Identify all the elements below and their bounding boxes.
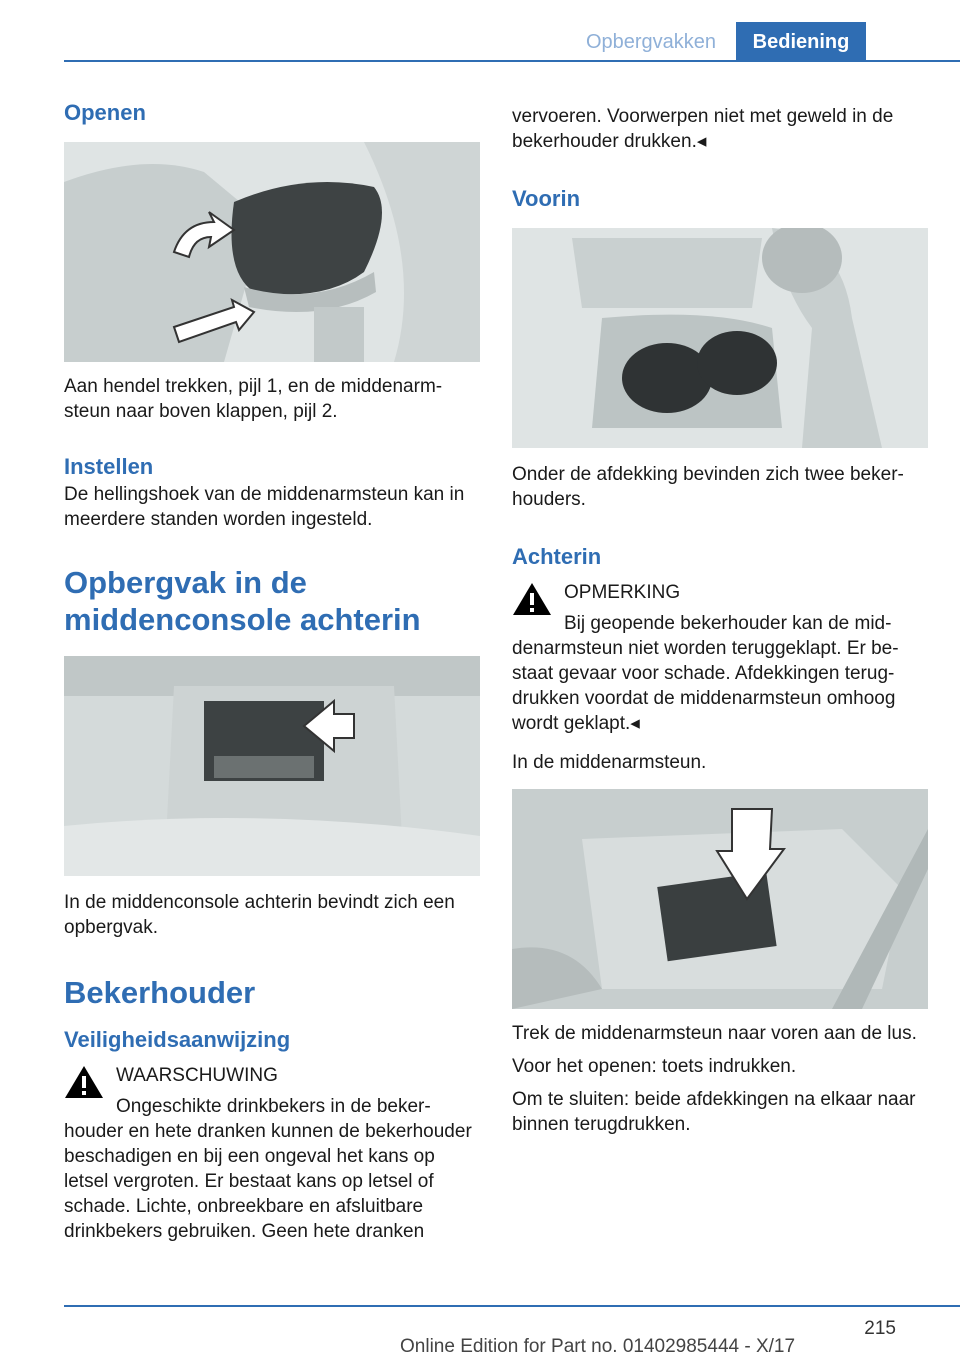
bekerhouder-heading: Bekerhouder xyxy=(64,975,256,1010)
note-text: Bij geopende bekerhouder kan de middenarmsteun niet worden teruggeklapt. Er bestaat gevaar voor schade. Afdekkingen terugdrukken voordat de middenarmsteun omhoog wordt geklapt.◂ xyxy=(512,613,899,734)
instellen-text: De hellingshoek van de middenarmsteun kan in meerdere standen worden ingesteld. xyxy=(64,484,465,530)
rear-console-storage-illustration xyxy=(64,656,480,876)
edition-note: Online Edition for Part no. 01402985444 - X/17 xyxy=(400,1336,796,1357)
note-title: OPMERKING xyxy=(564,582,681,603)
voorin-text: Onder de afdekking bevinden zich twee bekerhouders. xyxy=(512,464,904,510)
opbergvak-heading: Opbergvak in de middenconsole achterin xyxy=(64,565,421,637)
page-number: 215 xyxy=(864,1318,896,1339)
warning-triangle-icon xyxy=(64,1065,104,1099)
sluiten-instruction: Om te sluiten: beide afdekkingen na elkaar naar binnen terugdrukken. xyxy=(512,1089,916,1135)
left-column xyxy=(64,100,480,1244)
warning-continuation: vervoeren. Voorwerpen niet met geweld in de bekerhouder drukken.◂ xyxy=(512,106,894,152)
header-rule xyxy=(64,60,960,62)
header-chapter-tab: Bediening xyxy=(736,22,866,60)
trek-text: Trek de middenarmsteun naar voren aan de lus. xyxy=(512,1023,917,1044)
armrest-open-illustration xyxy=(64,142,480,362)
warning-title: WAARSCHUWING xyxy=(116,1065,278,1086)
footer-rule xyxy=(64,1305,960,1307)
right-column xyxy=(512,104,928,1137)
front-cupholder-illustration xyxy=(512,228,928,448)
instellen-heading: Instellen xyxy=(64,454,154,479)
note-block xyxy=(512,580,928,736)
rear-cupholder-illustration xyxy=(512,789,928,1009)
warning-text: Ongeschikte drinkbekers in de bekerhouder en hete dranken kunnen de bekerhouder beschadigen en bij een ongeval het kans op letsel vergroten. Er bestaat kans op letsel of schade. Lichte, onbreekbare en afsluitbare drinkbekers gebruiken. Geen hete dranken xyxy=(64,1096,472,1242)
warning-triangle-icon xyxy=(512,582,552,616)
warning-block xyxy=(64,1063,480,1244)
openen-heading: Openen xyxy=(64,100,146,125)
in-armsteun-text: In de middenarmsteun. xyxy=(512,752,707,773)
achterin-heading: Achterin xyxy=(512,544,602,569)
openen-text: Aan hendel trekken, pijl 1, en de middenarmsteun naar boven klappen, pijl 2. xyxy=(64,376,443,422)
voorin-heading: Voorin xyxy=(512,186,581,211)
openen-instruction: Voor het openen: toets indrukken. xyxy=(512,1056,797,1077)
opbergvak-text: In de middenconsole achterin bevindt zich een opbergvak. xyxy=(64,892,455,938)
header-section-tab: Opbergvakken xyxy=(566,22,736,60)
veiligheid-heading: Veiligheidsaanwijzing xyxy=(64,1027,291,1052)
